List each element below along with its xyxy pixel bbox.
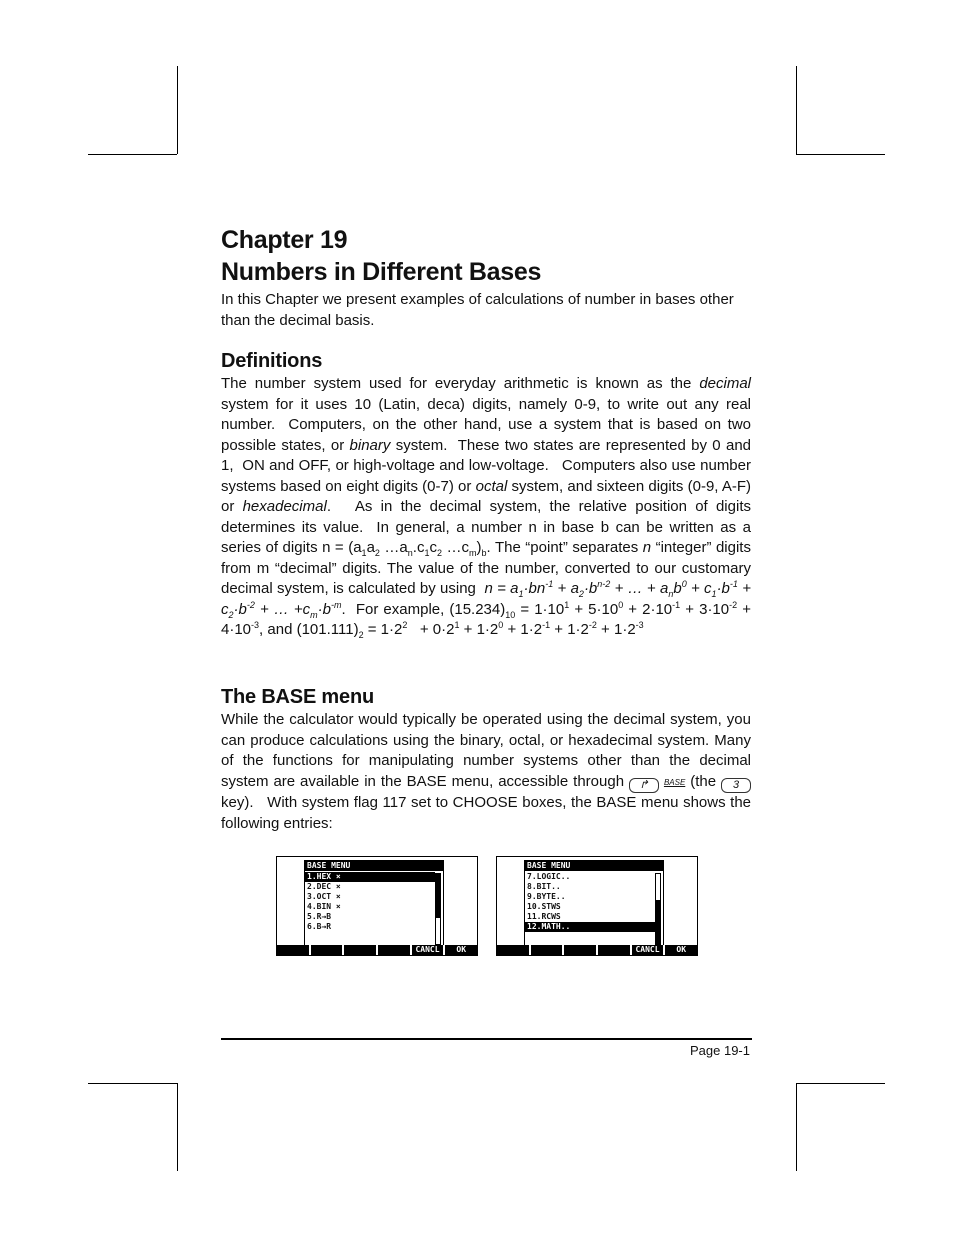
softkey[interactable]	[277, 945, 309, 955]
softkey[interactable]	[376, 945, 410, 955]
choose-box	[524, 860, 664, 946]
softkey[interactable]	[529, 945, 563, 955]
definitions-section	[221, 348, 751, 641]
choose-item[interactable]: 9.BYTE..	[527, 892, 566, 901]
softkey-cancel[interactable]: CANCL	[630, 945, 664, 955]
base-menu-section	[221, 684, 751, 834]
choose-item[interactable]: 2.DEC ×	[307, 882, 341, 891]
definitions-heading: Definitions	[221, 350, 323, 372]
choose-item[interactable]: 10.STWS	[527, 902, 561, 911]
choose-item[interactable]: 11.RCWS	[527, 912, 561, 921]
softkey[interactable]	[596, 945, 630, 955]
softkey-menu	[277, 945, 477, 955]
choose-item[interactable]: 1.HEX ×	[305, 872, 435, 882]
page-content	[221, 224, 752, 832]
chapter-title: Numbers in Different Bases	[221, 258, 542, 286]
choose-box-title: BASE MENU	[525, 861, 663, 871]
softkey[interactable]	[497, 945, 529, 955]
choose-box	[304, 860, 444, 946]
page-number: Page 19-1	[690, 1043, 750, 1058]
calculator-screen-1	[276, 856, 478, 956]
choose-item[interactable]: 7.LOGIC..	[527, 872, 571, 881]
definitions-paragraph: The number system used for everyday arithmetic is known as the decimal system for it uses 10 (Latin, deca) digits, namely 0-9, to write out any real number. Computers, on the other hand, use a system that is based on two possible states, or binary system. These two states are represented by 0 and 1, ON and OFF, or high-voltage and low-voltage. Computers also use number systems based on eight digits (0-7) or octal system, and sixteen digits (0-9, A-F) or hexadecimal. As in the decimal system, the relative position of digits determines its value. In general, a number n in base b can be written as a series of digits $n = (a_1a_2$ $\dots a_n.c_1c_2$ $\dots c_m)_b$. The “point” separates n “integer” digits from m “decimal” digits. The value of the number, converted to our customary decimal system, is calculated by using $n = a_1\cdot bn^{-1} + a_2\cdot b^{n-2}$ + … + $a_nb^0 + c_1\cdot b^{-1} + c_2\cdot b^{-2}$ + … $+c_m\cdot b^{-m}$. For example, $(15.234)_{10} = 1\cdot 10^1 + 5\cdot 10^0 + 2\cdot 10^{-1} + 3\cdot 10^{-2} + 4\cdot 10^{-3}$, and $(101.111)_2 = 1\cdot 2^2 + 0\cdot 2^1 + 1\cdot 2^0 + 1\cdot 2^{-1} + 1\cdot 2^{-2} + 1\cdot 2^{-3}$	[221, 375, 752, 640]
softkey[interactable]	[342, 945, 376, 955]
right-shift-key-icon: ↱	[629, 778, 659, 793]
scrollbar-thumb[interactable]	[436, 874, 440, 918]
chapter-intro: In this Chapter we present examples of calculations of number in bases other than the decimal basis.	[221, 291, 734, 329]
choose-box-title: BASE MENU	[305, 861, 443, 871]
chapter-number: Chapter 19	[221, 226, 348, 254]
crop-mark-top-right-h	[796, 154, 885, 155]
scrollbar[interactable]	[435, 873, 441, 945]
scrollbar[interactable]	[655, 873, 661, 945]
crop-mark-top-right-v	[796, 66, 797, 154]
choose-box-list	[305, 872, 435, 932]
softkey[interactable]	[562, 945, 596, 955]
crop-mark-bottom-right-h	[796, 1083, 885, 1084]
softkey-ok[interactable]: OK	[443, 945, 477, 955]
choose-item[interactable]: 3.OCT ×	[307, 892, 341, 901]
softkey-ok[interactable]: OK	[663, 945, 697, 955]
scrollbar-thumb[interactable]	[656, 900, 660, 944]
choose-item[interactable]: 6.B→R	[307, 922, 332, 931]
crop-mark-bottom-left-h	[88, 1083, 177, 1084]
choose-item[interactable]: 4.BIN ×	[307, 902, 341, 911]
choose-item[interactable]: 5.R→B	[307, 912, 332, 921]
calculator-screen-2	[496, 856, 698, 956]
crop-mark-bottom-left-v	[177, 1083, 178, 1171]
choose-item[interactable]: 8.BIT..	[527, 882, 561, 891]
base-menu-paragraph: While the calculator would typically be operated using the decimal system, you can produce calculations using the binary, octal, or hexadecimal system. Many of the functions for manipulating number systems other than the decimal system are available in the BASE menu, accessible through ↱ BASE (the 3 key). With system flag 117 set to CHOOSE boxes, the BASE menu shows the following entries:	[221, 711, 751, 832]
footer-rule	[221, 1038, 752, 1040]
crop-mark-bottom-right-v	[796, 1083, 797, 1171]
softkey-menu	[497, 945, 697, 955]
crop-mark-top-left-h	[88, 154, 177, 155]
softkey[interactable]	[309, 945, 343, 955]
choose-box-list	[525, 872, 655, 932]
key-3-icon: 3	[721, 778, 751, 793]
choose-item[interactable]: 12.MATH..	[525, 922, 655, 932]
crop-mark-top-left-v	[177, 66, 178, 154]
base-menu-heading: The BASE menu	[221, 686, 374, 708]
softkey-cancel[interactable]: CANCL	[410, 945, 444, 955]
base-key-label: BASE	[663, 777, 686, 787]
